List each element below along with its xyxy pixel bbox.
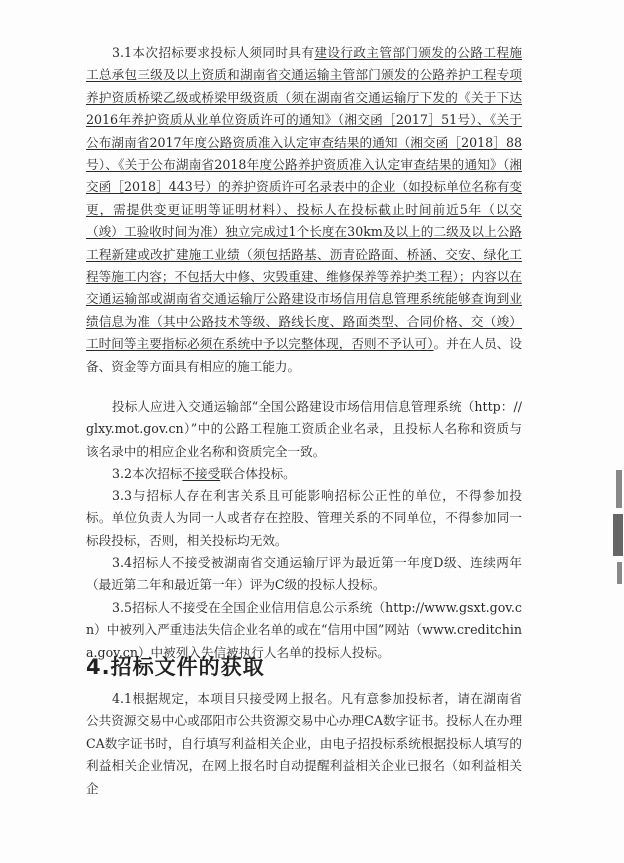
clause-3-1-qualification-requirements: 建设行政主管部门颁发的公路工程施工总承包三级及以上资质和湖南省交通运输主管部门颁发的公路养护工程专项养护资质桥梁乙级或桥梁甲级资质（须在湖南省交通运输厅下发的《关于下达2016年养护资质从业单位资质许可的通知》（湘交函［2017］51号）、《关于公布湖南省2017年度公路资质准入认定审查结果的通知（湘交函［2018］88号）、《关于公布湖南省2018年度公路养护资质准入认定审查结果的通知》（湘交函［2018］443号）的养护资质许可名录表中的企业（如投标单位名称有变更，需提供变更证明等证明材料）、投标人在投标截止时间前近5年（以交（竣）工验收时间为准）独立完成过1个长度在30km及以上的二级及以上公路工程新建或改扩建施工业绩（须包括路基、沥青砼路面、桥涵、交安、绿化工程等施工内容；不包括大中修、灾毁重建、维修保养等养护类工程）；内容以在交通运输部或湖南省交通运输厅公路建设市场信用信息管理系统能够查询到业绩信息为准（其中公路技术等级、路线长度、路面类型、合同价格、交（竣）工时间等主要指标必须在系统中予以完整体现，否则不予认可） — [86, 45, 523, 352]
platform-paragraph: 投标人应进入交通运输部“全国公路建设市场信用信息管理系统（http：//glxy.mot.gov.cn）”中的公路工程施工资质企业名录，且投标人名称和资质与该名录中的相应企业名称和资质完全一致。 — [86, 399, 522, 459]
clause-3-2 — [86, 463, 522, 485]
clause-3-2-intro: 3.2本次招标 — [112, 466, 183, 481]
section-4-heading: 4.招标文件的获取 — [86, 655, 265, 679]
clause-3-3: 3.3与招标人存在利害关系且可能影响招标公正性的单位，不得参加投标。单位负责人为同一人或者存在控股、管理关系的不同单位，不得参加同一标段投标，否则，相关投标均无效。 — [86, 488, 522, 548]
clause-3-1 — [86, 42, 522, 378]
clause-3-2-not-accepted: 不接受 — [182, 466, 221, 481]
clause-3-2-tail: 联合体投标。 — [220, 466, 296, 481]
clause-3-1-intro: 3.1本次招标要求投标人须同时具有 — [112, 45, 315, 60]
binding-edge-marks — [610, 470, 624, 620]
clause-3-5: 3.5招标人不接受在全国企业信用信息公示系统（http://www.gsxt.gov.cn）中被列入严重违法失信企业名单的或在“信用中国”网站（www.creditchina.gov.cn）中被列入失信被执行人名单的投标人投标。 — [86, 600, 522, 660]
clause-3-4: 3.4招标人不接受被湖南省交通运输厅评为最近第一年度D级、连续两年（最近第二年和最近第一年）评为C级的投标人投标。 — [86, 555, 522, 593]
clause-4-1: 4.1根据规定，本项目只接受网上报名。凡有意参加投标者，请在湖南省公共资源交易中心或邵阳市公共资源交易中心办理CA数字证书。投标人在办理CA数字证书时，自行填写利益相关企业，由电子招投标系统根据投标人填写的利益相关企业情况，在网上报名时自动提醒利益相关企业已报名（如利益相关企 — [86, 691, 522, 796]
clause-3-1-tail: 。并在人员、设备、资金等方面具有相应的施工能力。 — [86, 336, 523, 374]
